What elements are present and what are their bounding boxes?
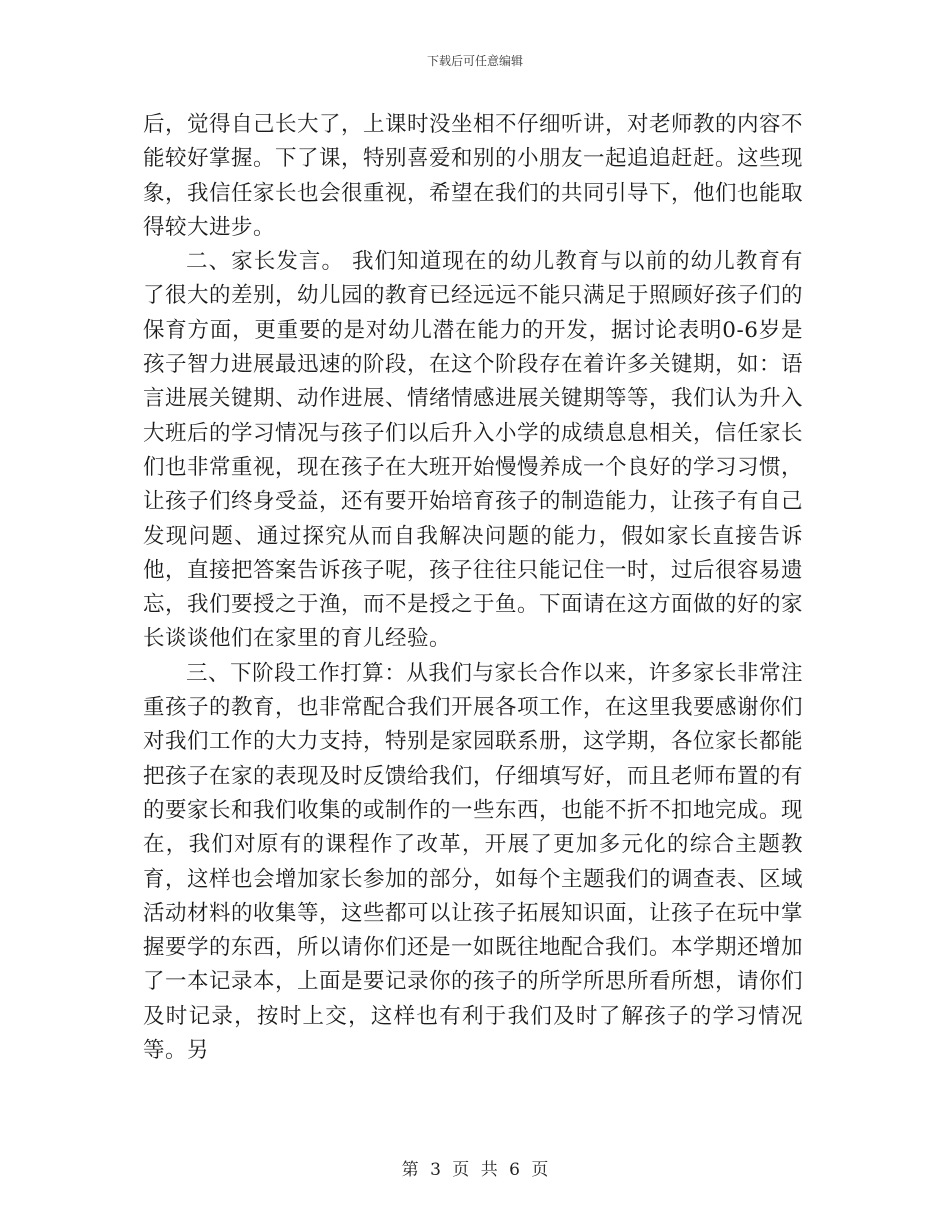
paragraph-parent-speech: 二、家长发言。 我们知道现在的幼儿教育与以前的幼儿教育有了很大的差别，幼儿园的教育已经远远不能只满足于照顾好孩子们的保育方面，更重要的是对幼儿潜在能力的开发，据讨论表明0-6岁是孩子智力进展最迅速的阶段，在这个阶段存在着许多关键期，如：语言进展关键期、动作进展、情绪情感进展关键期等等，我们认为升入大班后的学习情况与孩子们以后升入小学的成绩息息相关，信任家长们也非常重视，现在孩子在大班开始慢慢养成一个良好的学习习惯，让孩子们终身受益，还有要开始培育孩子的制造能力，让孩子有自己发现问题、通过探究从而自我解决问题的能力，假如家长直接告诉他，直接把答案告诉孩子呢，孩子往往只能记住一时，过后很容易遗忘，我们要授之于渔，而不是授之于鱼。下面请在这方面做的好的家长谈谈他们在家里的育儿经验。	[143, 249, 804, 652]
document-body	[143, 108, 803, 1068]
paragraph-next-stage-plan: 三、下阶段工作打算：从我们与家长合作以来，许多家长非常注重孩子的教育，也非常配合我们开展各项工作，在这里我要感谢你们对我们工作的大力支持，特别是家园联系册，这学期，各位家长都能把孩子在家的表现及时反馈给我们，仔细填写好，而且老师布置的有的要家长和我们收集的或制作的一些东西，也能不折不扣地完成。现在，我们对原有的课程作了改革，开展了更加多元化的综合主题教育，这样也会增加家长参加的部分，如每个主题我们的调查表、区域活动材料的收集等，这些都可以让孩子拓展知识面，让孩子在玩中掌握要学的东西，所以请你们还是一如既往地配合我们。本学期还增加了一本记录本，上面是要记录你的孩子的所学所思所看所想，请你们及时记录，按时上交，这样也有利于我们及时了解孩子的学习情况等。另	[143, 660, 804, 1064]
page-footer-page-number: 第 3 页 共 6 页	[401, 1160, 549, 1180]
page-header: 下载后可任意编辑	[426, 54, 523, 68]
paragraph-continuation: 后，觉得自己长大了，上课时没坐相不仔细听讲，对老师教的内容不能较好掌握。下了课，特别喜爱和别的小朋友一起追追赶赶。这些现象，我信任家长也会很重视，希望在我们的共同引导下，他们也能取得较大进步。	[143, 112, 804, 240]
